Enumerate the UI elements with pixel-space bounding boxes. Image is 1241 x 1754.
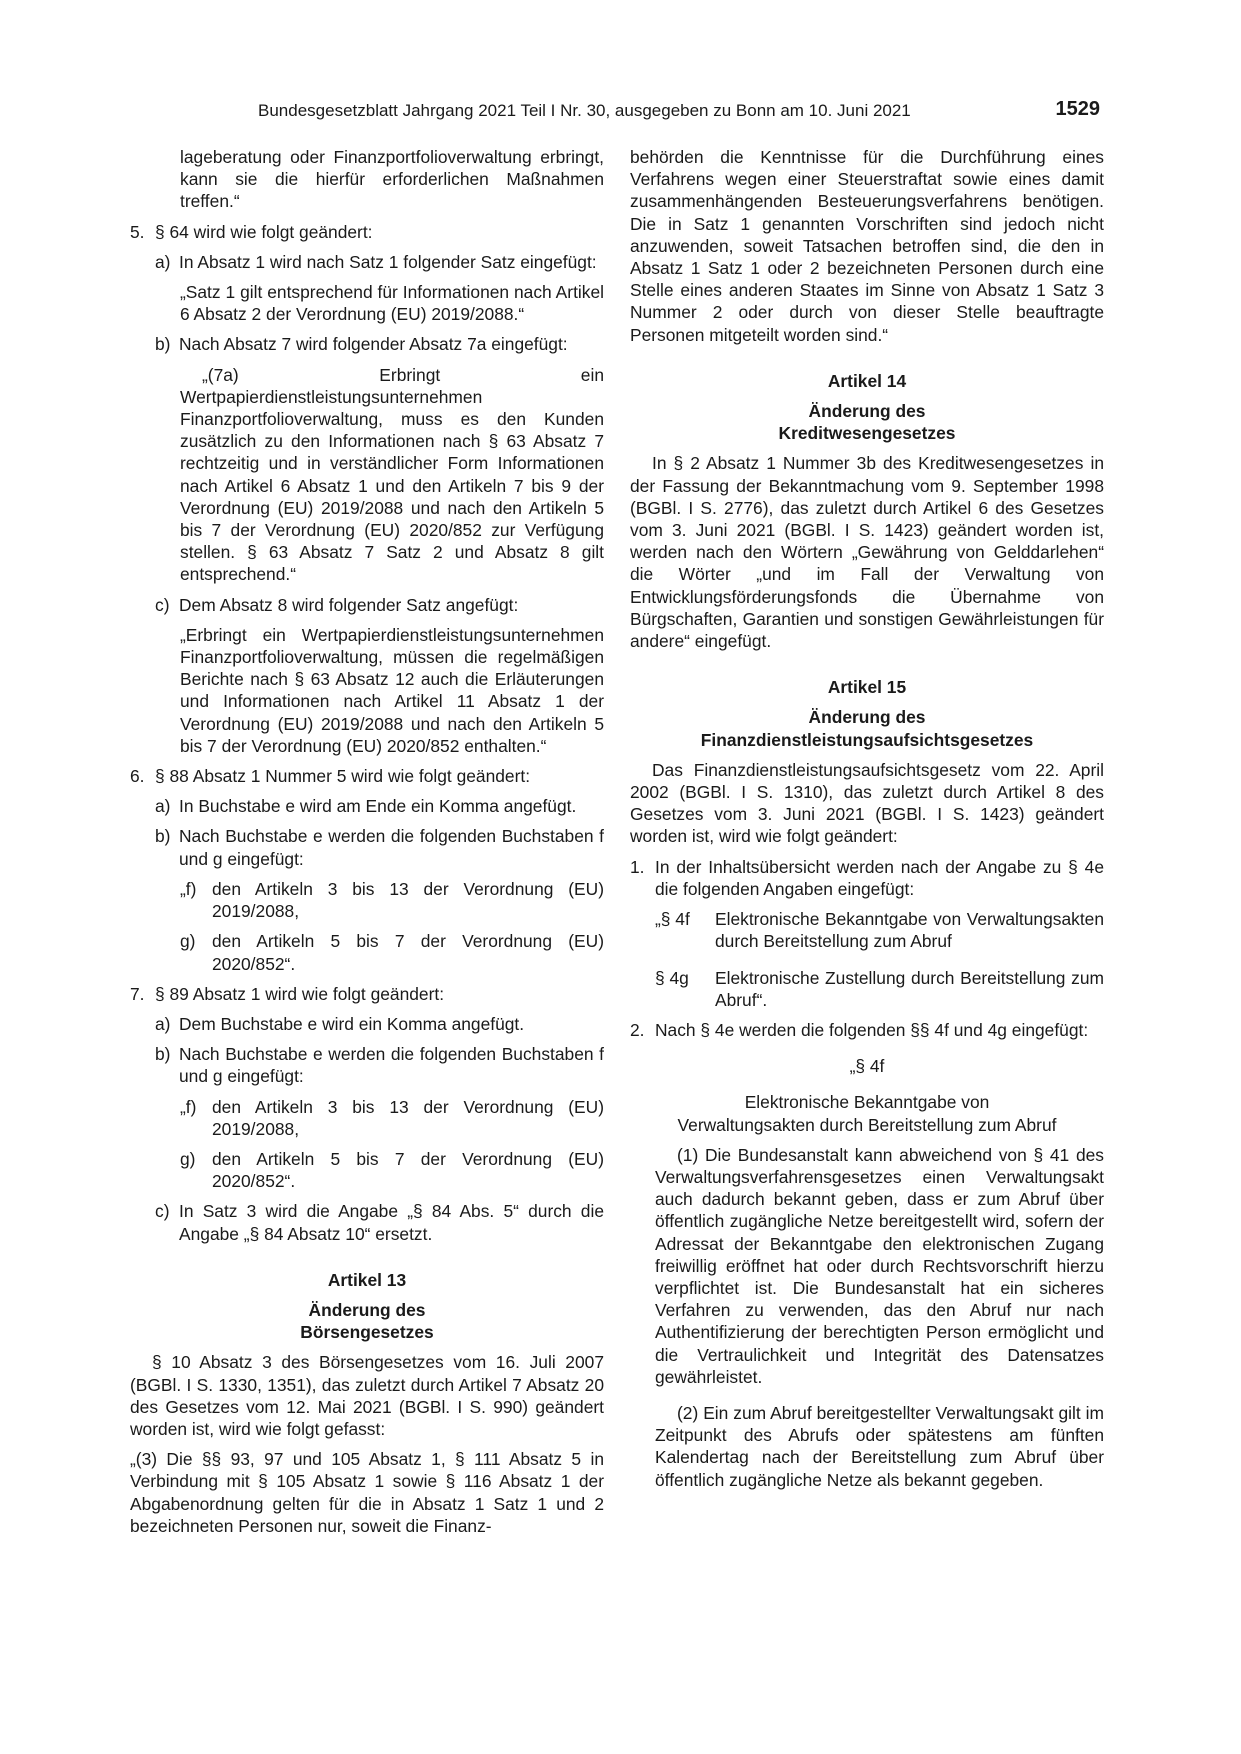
quoted-text: „(7a) Erbringt ein Wertpapierdienstleistungsunternehmen Finanzportfolioverwaltung, muss es den Kunden zusätzlich zu den Informationen nach § 63 Absatz 7 rechtzeitig und in verständlicher Form Informationen nach Artikel 6 Absatz 1 und den Artikeln 7 bis 9 der Verordnung (EU) 2019/2088 und nach den Artikeln 5 bis 7 der Verordnung (EU) 2020/852 zur Verfügung stellen. § 63 Absatz 7 Satz 2 und Absatz 8 gilt entsprechend.“: [180, 364, 604, 585]
item-text: In der Inhaltsübersicht werden nach der Angabe zu § 4e die folgenden Angaben eingefügt:: [655, 856, 1104, 899]
item-letter: c): [155, 594, 170, 615]
item-text: In Satz 3 wird die Angabe „§ 84 Abs. 5“ durch die Angabe „§ 84 Absatz 10“ ersetzt.: [179, 1201, 604, 1244]
article-heading: Artikel 15: [827, 677, 907, 698]
item-text: Nach Buchstabe e werden die folgenden Buchstaben f und g eingefügt:: [179, 1044, 604, 1087]
left-column: [130, 146, 604, 1537]
item-letter: a): [155, 1013, 171, 1034]
section-paragraph-1: (1) Die Bundesanstalt kann abweichend von § 41 des Verwaltungsverfahrensgesetzes einen Verwaltungsakt auch dadurch bekannt geben, dass er zum Abruf über öffentlich zugängliche Netze bereitgestellt wird, sofern der Adressat der Bekanntgabe den elektronischen Zugang freiwillig eröffnet hat oder durch Rechtsvorschrift hierzu verpflichtet ist. Die Bundesanstalt hat ein sicheres Verfahren zu verwenden, das den Abruf nur nach Authentifizierung der berechtigten Person ermöglicht und die Vertraulichkeit und Integrität des Datensatzes gewährleistet.: [655, 1144, 1104, 1387]
section-title: Elektronische Bekanntgabe von: [744, 1092, 990, 1113]
sub-sub-item-7g: [180, 1148, 604, 1192]
continued-quote: lageberatung oder Finanzportfolioverwaltung erbringt, kann sie die hierfür erforderlichen Maßnahmen treffen.“: [180, 147, 604, 212]
article-paragraph: „(3) Die §§ 93, 97 und 105 Absatz 1, § 111 Absatz 5 in Verbindung mit § 105 Absatz 1 sowie § 116 Absatz 1 der Abgabenordnung gelten für die in Absatz 1 Satz 1 und 2 bezeichneten Personen nur, soweit die Finanz-: [130, 1449, 604, 1536]
sub-sub-item-7f: [180, 1096, 604, 1140]
item-text: § 89 Absatz 1 wird wie folgt geändert:: [155, 983, 445, 1004]
item-letter: b): [155, 826, 171, 847]
item-text: § 88 Absatz 1 Nummer 5 wird wie folgt geändert:: [155, 766, 531, 787]
article-subheading: Finanzdienstleistungsaufsichtsgesetzes: [700, 729, 1034, 750]
section-title: Verwaltungsakten durch Bereitstellung zum Abruf: [677, 1114, 1057, 1135]
item-number: 6.: [130, 766, 145, 787]
sub-sub-item-6f: [180, 878, 604, 922]
article-heading: Artikel 13: [327, 1269, 407, 1290]
toc-entry-4f: [655, 908, 1104, 952]
item-letter: „f): [180, 878, 197, 899]
quoted-text: „Erbringt ein Wertpapierdienstleistungsunternehmen Finanzportfolioverwaltung, müssen die regelmäßigen Berichte nach § 63 Absatz 12 auch die Erläuterungen und Informationen nach Artikel 11 Absatz 1 der Verordnung (EU) 2019/2088 und nach den Artikeln 5 bis 7 der Verordnung (EU) 2020/852 enthalten.“: [180, 624, 604, 756]
item-letter: a): [155, 796, 171, 817]
item-text: den Artikeln 3 bis 13 der Verordnung (EU) 2019/2088,: [212, 878, 604, 922]
item-text: den Artikeln 3 bis 13 der Verordnung (EU) 2019/2088,: [212, 1096, 604, 1139]
page-number: 1529: [1055, 98, 1100, 120]
continued-paragraph: behörden die Kenntnisse für die Durchführung eines Verfahrens wegen einer Steuerstraftat sowie eines damit zusammenhängenden Besteuerungsverfahrens benötigen. Die in Satz 1 genannten Vorschriften sind jedoch nicht anzuwenden, soweit Tatsachen betroffen sind, die den in Absatz 1 Satz 1 oder 2 bezeichneten Personen durch eine Stelle eines anderen Staates im Sinne von Absatz 1 Satz 3 Nummer 2 oder durch von dieser Stelle beauftragte Personen mitgeteilt worden sind.“: [630, 147, 1104, 345]
list-item-1: [630, 856, 1104, 900]
item-number: 1.: [630, 856, 645, 877]
article-heading: Artikel 14: [827, 370, 907, 391]
item-text: Nach Absatz 7 wird folgender Absatz 7a eingefügt:: [179, 334, 568, 355]
item-letter: a): [155, 251, 171, 272]
item-text: den Artikeln 5 bis 7 der Verordnung (EU) 2020/852“.: [212, 931, 604, 974]
right-column: [630, 146, 1104, 1491]
sub-item-5c: [155, 594, 604, 616]
sub-item-5a: [155, 251, 604, 273]
list-item-7: [130, 983, 604, 1005]
list-item-2: [630, 1019, 1104, 1041]
sub-item-7c: [155, 1200, 604, 1244]
item-text: In Absatz 1 wird nach Satz 1 folgender Satz eingefügt:: [179, 251, 597, 272]
article-paragraph: Das Finanzdienstleistungsaufsichtsgesetz vom 22. April 2002 (BGBl. I S. 1310), das zuletzt durch Artikel 8 des Gesetzes vom 3. Juni 2021 (BGBl. I S. 1423) geändert worden ist, wird wie folgt geändert:: [630, 759, 1104, 847]
item-text: Nach § 4e werden die folgenden §§ 4f und 4g eingefügt:: [655, 1019, 1089, 1040]
item-number: 7.: [130, 983, 145, 1004]
section-paragraph-2: (2) Ein zum Abruf bereitgestellter Verwaltungsakt gilt im Zeitpunkt des Abrufs oder spätestens am fünften Kalendertag nach der Bereitstellung zum Abruf über öffentlich zugängliche Netze als bekannt gegeben.: [655, 1402, 1104, 1490]
item-text: Dem Buchstabe e wird ein Komma angefügt.: [179, 1013, 525, 1034]
item-letter: b): [155, 334, 171, 355]
section-label: § 4g: [655, 967, 689, 988]
quoted-text: „Satz 1 gilt entsprechend für Informationen nach Artikel 6 Absatz 2 der Verordnung (EU) 2019/2088.“: [180, 282, 604, 325]
item-text: Nach Buchstabe e werden die folgenden Buchstaben f und g eingefügt:: [179, 826, 604, 869]
toc-entry-4g: [655, 967, 1104, 1011]
item-text: § 64 wird wie folgt geändert:: [155, 221, 373, 242]
sub-item-5b: [155, 333, 604, 355]
article-paragraph: § 10 Absatz 3 des Börsengesetzes vom 16. Juli 2007 (BGBl. I S. 1330, 1351), das zuletzt durch Artikel 7 Absatz 20 des Gesetzes vom 12. Mai 2021 (BGBl. I S. 990) geändert worden ist, wird wie folgt gefasst:: [130, 1352, 604, 1439]
item-letter: g): [180, 931, 196, 952]
list-item-6: [130, 765, 604, 787]
article-subheading: Kreditwesengesetzes: [778, 423, 956, 444]
page-header: [258, 100, 1100, 126]
section-title: Elektronische Bekanntgabe von Verwaltungsakten durch Bereitstellung zum Abruf: [715, 909, 1104, 952]
sub-item-6b: [155, 825, 604, 869]
item-letter: b): [155, 1044, 171, 1065]
item-letter: c): [155, 1201, 170, 1222]
item-letter: „f): [180, 1096, 197, 1117]
item-letter: g): [180, 1148, 196, 1169]
sub-item-7b: [155, 1043, 604, 1087]
article-subheading: Änderung des: [808, 401, 926, 422]
section-number: „§ 4f: [849, 1056, 885, 1077]
item-number: 2.: [630, 1019, 645, 1040]
section-label: „§ 4f: [655, 909, 690, 930]
article-subheading: Änderung des: [808, 707, 926, 728]
article-subheading: Börsengesetzes: [300, 1322, 434, 1343]
sub-item-6a: [155, 795, 604, 817]
item-text: In Buchstabe e wird am Ende ein Komma angefügt.: [179, 796, 577, 817]
list-item-5: [130, 221, 604, 243]
sub-item-7a: [155, 1013, 604, 1035]
section-title: Elektronische Zustellung durch Bereitstellung zum Abruf“.: [715, 967, 1104, 1010]
article-subheading: Änderung des: [308, 1299, 426, 1320]
sub-sub-item-6g: [180, 930, 604, 974]
header-title: Bundesgesetzblatt Jahrgang 2021 Teil I Nr. 30, ausgegeben zu Bonn am 10. Juni 2021: [258, 101, 911, 120]
article-paragraph: In § 2 Absatz 1 Nummer 3b des Kreditwesengesetzes in der Fassung der Bekanntmachung vom 9. September 1998 (BGBl. I S. 2776), das zuletzt durch Artikel 6 des Gesetzes vom 3. Juni 2021 (BGBl. I S. 1423) geändert worden ist, werden nach den Wörtern „Gewährung von Gelddarlehen“ die Wörter „und im Fall der Verwaltung von Entwicklungsförderungsfonds die Übernahme von Bürgschaften, Garantien und sonstigen Gewährleistungen für andere“ eingefügt.: [630, 453, 1104, 652]
item-text: Dem Absatz 8 wird folgender Satz angefügt:: [179, 594, 519, 615]
item-number: 5.: [130, 221, 145, 242]
item-text: den Artikeln 5 bis 7 der Verordnung (EU) 2020/852“.: [212, 1148, 604, 1192]
